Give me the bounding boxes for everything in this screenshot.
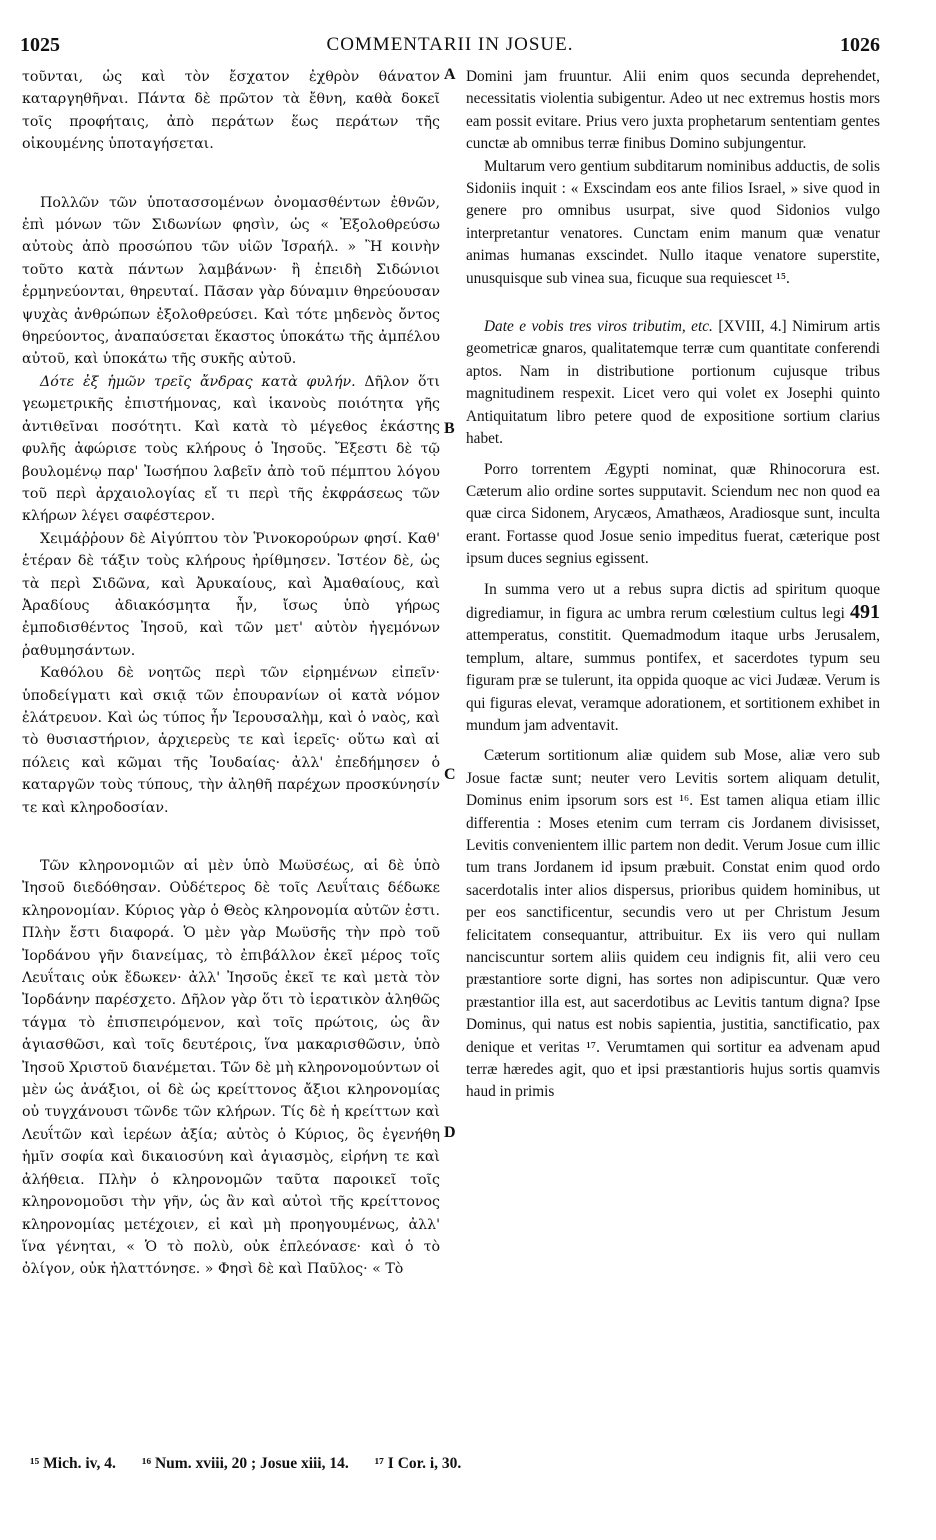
footnotes [30,1455,890,1473]
latin-paragraph-2: Multarum vero gentium subditarum nominibus adductis, de solis Sidoniis inquit : « Exscindam eos ante filios Israel, » sive quod in genere pro omnibus usurpat, sive quod Sidonios vulgo interpretantur venatores. Cunctam enim manum quæ venatur animas humanas exscindet. Nullo itaque venatore superstite, unusquisque sub vinea sua, ficuque sua requiescet ¹⁵. [466,157,880,287]
latin-lemma-ref: [XVIII, 4.] [718,318,787,336]
greek-paragraph-4: Χειμάῤῥουν δὲ Αἰγύπτου τὸν Ῥινοκορούρων φησί. Καθ' ἑτέραν δὲ τάξιν τοὺς κλήρους ἠρίθμησεν. Ἰστέον δὲ, ὡς τὰ περὶ Σιδῶνα, καὶ Ἀρυκαίους, καὶ Ἀμαθαίους, καὶ Ἀραδίους ἀδιακόσμητα ἦν, ἴσως ὑπὸ γήρως ἐμποδισθέντος Ἰησοῦ, καὶ τῶν μετ' αὐτὸν ἡγεμόνων ῥαθυμησάντων. [22,530,440,659]
margin-marker-a: A [444,66,456,83]
footnote-17: ¹⁷ I Cor. i, 30. [374,1455,462,1472]
margin-marker-c: C [444,766,456,783]
column-number-marker: 491 [850,600,880,623]
latin-paragraph-5b: attemperatus, constitit. Quemadmodum itaque urbs Jerusalem, templum, altare, summus pontifex, et sacerdotes typum seu figuram præ se tulerunt, ita oppida quoque ac vici Judææ. Verum is qui figuras elevat, veramque adorationem, et sortitionem exhibet in mundum jam adventavit. [466,627,880,734]
page-number-left: 1025 [20,34,60,56]
latin-lemma: Date e vobis tres viros tributim, etc. [484,318,713,336]
latin-paragraph-5 [466,579,880,738]
latin-paragraph-3 [466,316,880,450]
page-number-right: 1026 [840,34,880,56]
greek-lemma: Δότε ἐξ ἡμῶν τρεῖς ἄνδρας κατὰ φυλήν. [40,373,356,390]
greek-paragraph-3-text: Δῆλον ὅτι γεωμετρικῆς ἐπιστήμονας, καὶ ἱκανοὺς ποιότητα γῆς ἀντιθεῖναι ποσότητι. Καὶ κατὰ τὸ μέγεθος ἑκάστης φυλῆς ἀφώρισε τοὺς κλήρους ὁ Ἰησοῦς. Ἔξεστι δὲ τῷ βουλομένῳ παρ' Ἰωσήπου λαβεῖν ἀπὸ τοῦ πέμπτου λόγου τοῦ περὶ ἀρχαιολογίας εἴ τι περὶ τῆς ἐκφράσεως τῶν κλήρων λέγει σαφέστερον. [22,373,440,525]
footnote-15: ¹⁵ Mich. iv, 4. [30,1455,116,1472]
latin-paragraph-6: Cæterum sortitionum aliæ quidem sub Mose, aliæ vero sub Josue factæ sunt; neuter vero Levitis sortem aliquam detulit, Dominus enim ipsorum sors est ¹⁶. Est tamen aliqua etiam illic differentia : Moses etenim cum terram cis Jordanem divisisset, Levitis convenientem illic partem non dedit. Verum Josue cum illic tum trans Jordanem id ipsum præbuit. Constat enim quod ordo sacerdotalis inter alios dispersus, prioribus quidem hominibus, ut per eos sanctificentur, secundis vero ut per Christum Jesum felicitatem consequantur, attribuitur. Ex iis vero qui nullam nanciscuntur sortem aliis quidem ceu indignis fit, alii vero ceu præstantiore sorte digni, has sortes non adipiscuntur. Quæ vero præstantior illa est, aut sacerdotibus ac Levitis tantum digna? Ipse Dominus, qui natus est nobis sapientia, justitia, sanctificatio, pax denique et veritas ¹⁷. Verumtamen qui sortitur ea advenam apud terræ hæredes agit, quo et ipsi præstantioris hujus sortis quamvis haud in primis [466,747,880,1101]
footnote-16: ¹⁶ Num. xviii, 20 ; Josue xiii, 14. [141,1455,349,1472]
latin-paragraph-1: Domini jam fruuntur. Alii enim quos secunda deprehendet, necessitatis violentia subigentur. Adeo ut nec extremus hostis mors eam possit evitare. Prius vero juxta prophetarum sententiam gentes cunctæ ab omnibus terræ finibus Domino subjungentur. [466,68,880,153]
latin-paragraph-5a: In summa vero ut a rebus supra dictis ad spiritum quoque digrediamur, in figura ac umbra rerum cœlestium cultus legi [466,580,880,622]
greek-paragraph-1: τοῦνται, ὡς καὶ τὸν ἔσχατον ἐχθρὸν θάνατον καταργηθῆναι. Πάντα δὲ πρῶτον τὰ ἔθνη, καθὰ δοκεῖ τοῖς προφήταις, ἀπὸ περάτων ἕως περάτων τῆς οἰκουμένης ὑποταγήσεται. [22,69,440,153]
greek-paragraph-5: Καθόλου δὲ νοητῶς περὶ τῶν εἰρημένων εἰπεῖν· ὑποδείγματι καὶ σκιᾷ τῶν ἐπουρανίων οἱ κατὰ νόμον ἐλάτρευον. Καὶ ὡς τύπος ἦν Ἱερουσαλὴμ, καὶ ὁ ναὸς, καὶ τὸ θυσιαστήριον, ἀρχιερεὺς τε καὶ ἱερεῖς· οὕτω καὶ αἱ πόλεις καὶ κῶμαι τῆς Ἰουδαίας· ἀλλ' ἐπεδήμησεν ὁ καταργῶν τοὺς τύπους, τὴν ἀληθῆ παρέχων προσκύνησίν τε καὶ κληροδοσίαν. [22,665,440,816]
greek-paragraph-6: Τῶν κληρονομιῶν αἱ μὲν ὑπὸ Μωϋσέως, αἱ δὲ ὑπὸ Ἰησοῦ διεδόθησαν. Οὐδέτερος δὲ τοῖς Λευΐταις δέδωκε κληρονομίαν. Κύριος γὰρ ὁ Θεὸς κληρονομία αὐτῶν ἐστι. Πλὴν ἔστι διαφορά. Ὁ μὲν γὰρ Μωϋσῆς τὴν πρὸ τοῦ Ἰορδάνου γῆν διανείμας, τὸ ἐπιβάλλον ἐκεῖ μέρος τοῖς Λευΐταις οὐκ ἔδωκεν· ἀλλ' Ἰησοῦς ἐκεῖ τε καὶ μετὰ τὸν Ἰορδάνην παρέσχετο. Δῆλον γὰρ ὅτι τὸ ἱερατικὸν ἀληθῶς τάγμα τὸ ἐπισπειρόμενον, καὶ τοῖς πρώτοις, ὡς ἂν ἁγιασθῶσι, καὶ τοῖς δευτέροις, ἵνα μακαρισθῶσιν, ὑπὸ Ἰησοῦ Χριστοῦ διανέμεται. Τῶν δὲ μὴ κληρονομούντων οἱ μὲν ὡς ἀνάξιοι, οἱ δὲ ὡς κρείττονος ἄξιοι κληρονομίας οὐ τυγχάνουσι τῶνδε τῶν κλήρων. Τίς δὲ ἡ κρείττων καὶ Λευΐτῶν καὶ ἱερέων ἀξία; αὐτὸς ὁ Κύριος, ὃς ἐγενήθη ἡμῖν σοφία καὶ δικαιοσύνη καὶ ἁγιασμὸς, εἰρήνη τε καὶ ἀλήθεια. Πλὴν ὁ κληρονομῶν ταῦτα παροικεῖ τοῖς κληρονομοῦσι τὴν γῆν, ὡς ἂν καὶ αὐτοὶ τῆς κρείττονος κληρονομίας μετέχοιεν, εἰ καὶ μὴ προηγουμένως, ἀλλ' ἵνα γένηται, « Ὁ τὸ πολὺ, οὐκ ἐπλεόνασε· καὶ ὁ τὸ ὀλίγον, οὐκ ἠλαττόνησε. » Φησὶ δὲ καὶ Παῦλος· « Τὸ [22,858,440,1278]
page-header [20,34,880,64]
latin-paragraph-3-text: Nimirum artis geometricæ gnaros, qualitatemque terræ cum quantitate conferendi aptos. Nam in distributione portionum cujusque tribus magnitudinem respexit. Licet vero qui volet ex Josephi quinto Antiquitatum libro petere quod de expositione sortium clarius habet. [466,318,881,448]
greek-column [22,66,440,1281]
latin-column [466,66,880,1104]
margin-marker-d: D [444,1124,456,1141]
margin-marker-b: B [444,420,455,437]
running-title: COMMENTARII IN JOSUE. [326,34,574,55]
greek-paragraph-3 [22,371,440,528]
greek-paragraph-2: Πολλῶν τῶν ὑποτασσομένων ὀνομασθέντων ἐθνῶν, ἐπὶ μόνων τῶν Σιδωνίων φησὶν, ὡς « Ἐξολοθρεύσω αὐτοὺς ἀπὸ προσώπου τῶν υἱῶν Ἰσραήλ. » Ἢ κοινὴν τοῦτο κατὰ πάντων λαμβάνων· ἢ ἐπειδὴ Σιδώνιοι ἑρμηνεύονται, θηρευταί. Πᾶσαν γὰρ δύναμιν θηρεύουσαν ψυχὰς ἀνθρώπων ἐξολοθρεύσει. Καὶ τότε μηδενὸς ὄντος θηρεύοντος, ἀναπαύσεται ἕκαστος ὑποκάτω τῆς ἀμπέλου αὐτοῦ, καὶ ὑποκάτω τῆς συκῆς αὐτοῦ. [22,194,440,368]
latin-paragraph-4: Porro torrentem Ægypti nominat, quæ Rhinocorura est. Cæterum alio ordine sortes supputavit. Sciendum nec non quod ea quæ circa Sidonem, Arycæos, Amathæos, Aradiosque sunt, inculta erant. Fortasse quod Josue senio impeditus fuerat, cæterique post ipsum duces segnius egissent. [466,460,880,568]
